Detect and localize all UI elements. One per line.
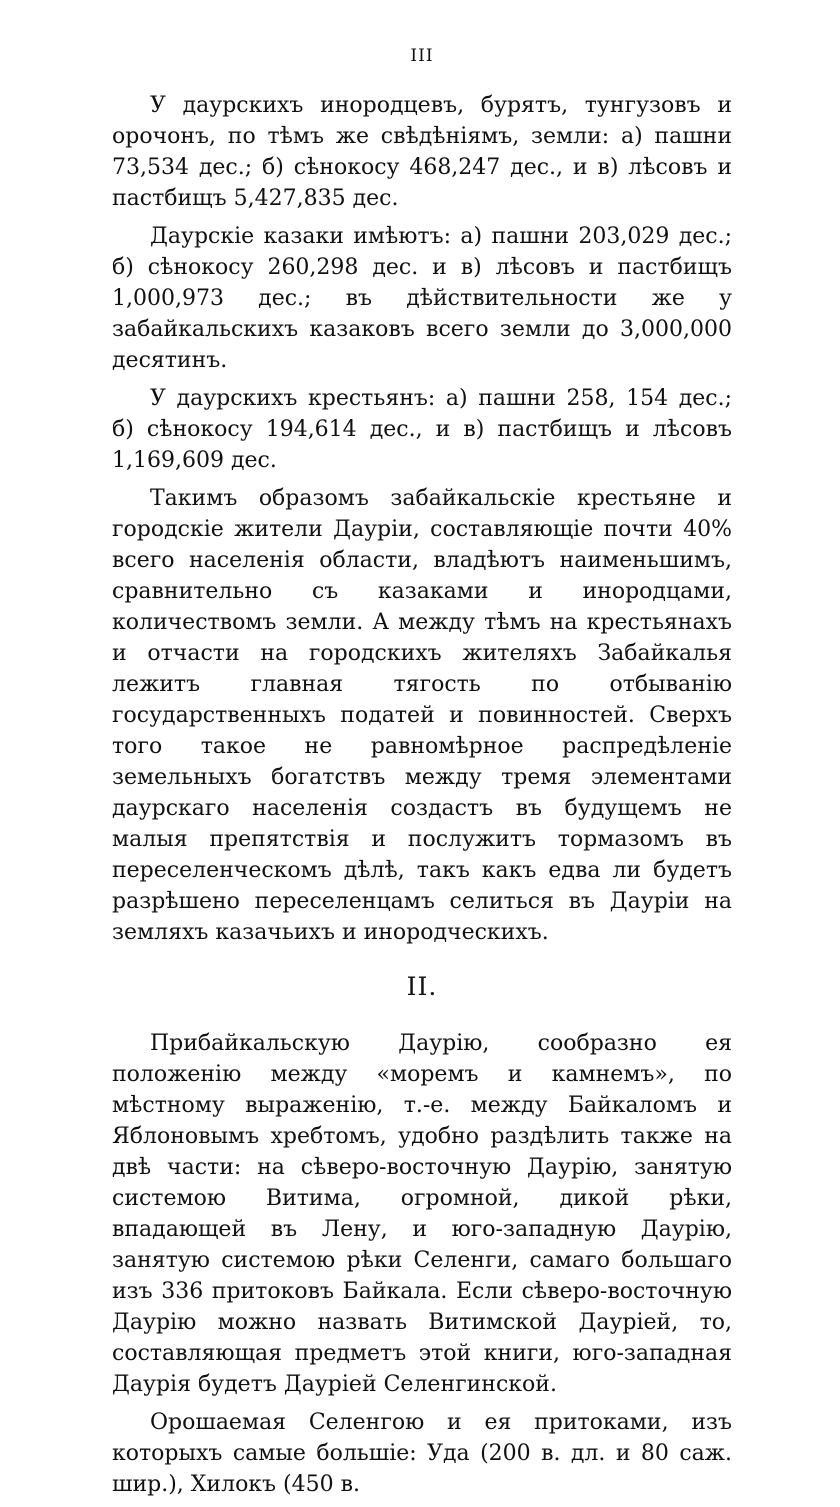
paragraph-peasants-land: У даурскихъ крестьянъ: а) пашни 258, 154 дес.; б) сѣнокосу 194,614 дес., и в) пастбищъ и лѣсовъ 1,169,609 дес. (112, 386, 732, 473)
paragraph-cossacks-land: Даурскіе казаки имѣютъ: а) пашни 203,029 дес.; б) сѣнокосу 260,298 дес. и в) лѣсовъ и пастбищъ 1,000,973 дес.; въ дѣйствительности же у забайкальскихъ казаковъ всего земли до 3,000,000 десятинъ. (112, 224, 732, 373)
book-page (112, 40, 732, 1507)
paragraph-dauria-natives-land: У даурскихъ инородцевъ, бурятъ, тунгузовъ и орочонъ, по тѣмъ же свѣдѣніямъ, земли: а) пашни 73,534 дес.; б) сѣнокосу 468,247 дес., и в) лѣсовъ и пастбищъ 5,427,835 дес. (112, 93, 732, 211)
page-number: III (410, 46, 434, 66)
paragraph-land-distribution: Такимъ образомъ забайкальскіе крестьяне и городскіе жители Дауріи, составляющіе почти 40% всего населенія области, владѣютъ наименьшимъ, сравнительно съ казаками и инородцами, количествомъ земли. А между тѣмъ на крестьянахъ и отчасти на городскихъ жителяхъ Забайкалья лежитъ главная тягость по отбыванію государственныхъ податей и повинностей. Сверхъ того такое не равномѣрное распредѣленіе земельныхъ богатствъ между тремя элементами даурскаго населенія создастъ въ будущемъ не малыя препятствія и послужитъ тормазомъ въ переселенческомъ дѣлѣ, такъ какъ едва ли будетъ разрѣшено переселенцамъ селиться въ Дауріи на земляхъ казачьихъ и инородческихъ. (112, 486, 732, 945)
paragraph-pribaikal-dauria: Прибайкальскую Даурію, сообразно ея положенію между «моремъ и камнемъ», по мѣстному выраженію, т.-е. между Байкаломъ и Яблоновымъ хребтомъ, удобно раздѣлить также на двѣ части: на сѣверо-восточную Даурію, занятую системою Витима, огромной, дикой рѣки, впадающей въ Лену, и юго-западную Даурію, занятую системою рѣки Селенги, самаго большаго изъ 336 притоковъ Байкала. Если сѣверо-восточную Даурію можно назвать Витимской Дауріей, то, составляющая предметъ этой книги, юго-западная Даурія будетъ Дауріей Селенгинской. (112, 1031, 732, 1397)
section-heading: II. (406, 972, 438, 1001)
paragraph-selenga-tributaries: Орошаемая Селенгою и ея притоками, изъ которыхъ самые большіе: Уда (200 в. дл. и 80 саж. шир.), Хилокъ (450 в. (112, 1410, 732, 1497)
